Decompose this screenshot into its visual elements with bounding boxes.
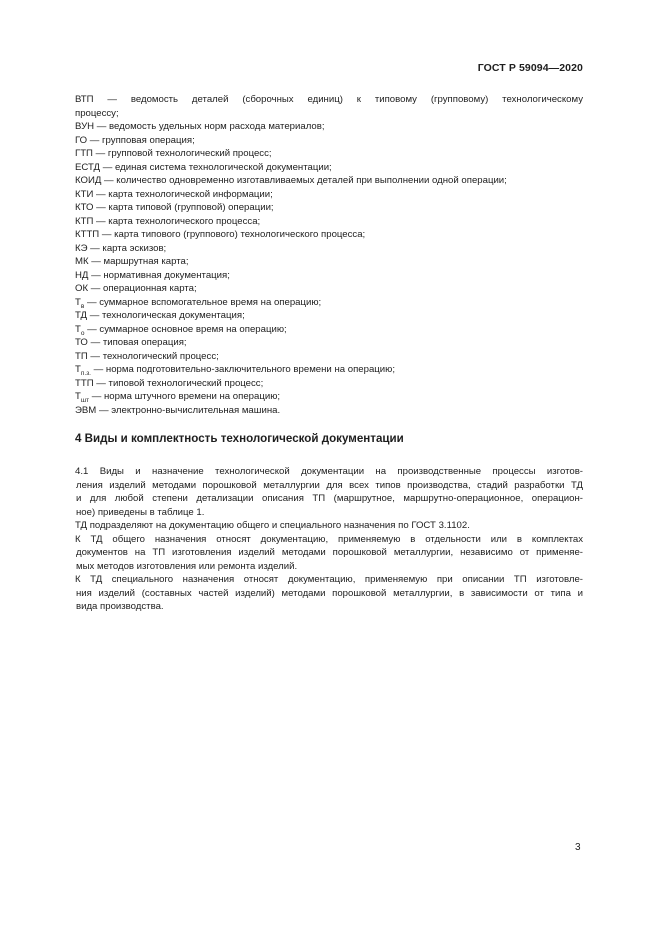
abbreviation-item bbox=[75, 215, 583, 229]
abbreviation-definition: — норма штучного времени на операцию; bbox=[89, 391, 281, 402]
abbreviation-term: ТТП bbox=[75, 377, 94, 389]
abbreviation-definition: — карта эскизов; bbox=[87, 242, 167, 254]
abbreviation-definition: — суммарное основное время на операцию; bbox=[84, 323, 287, 335]
abbreviation-item bbox=[75, 242, 583, 256]
abbreviation-definition: — типовой технологический процесс; bbox=[93, 377, 264, 389]
paragraph-line: ния изделий (составных частей изделий) методами порошковой металлургии, в зависимости от типа и bbox=[76, 587, 583, 599]
abbreviation-item bbox=[75, 363, 583, 377]
abbreviation-term: КТП bbox=[75, 215, 94, 227]
abbreviation-definition: — технологический процесс; bbox=[87, 350, 219, 362]
abbreviation-subscript: о bbox=[80, 329, 85, 337]
abbreviation-definition: — операционная карта; bbox=[88, 283, 197, 294]
abbreviation-definition: процессу; bbox=[75, 107, 119, 119]
paragraph-line: К ТД общего назначения относят документацию, применяемую в отдельности или в комплектах bbox=[75, 533, 583, 545]
abbreviation-definition: — электронно-вычислительная машина. bbox=[96, 404, 281, 416]
paragraph-line: 4.1 Виды и назначение технологической документации на производственные процессы изготов- bbox=[75, 466, 583, 477]
abbreviation-term: ТО bbox=[75, 337, 88, 348]
abbreviation-term: ОК bbox=[75, 283, 89, 294]
abbreviation-definition: — групповая операция; bbox=[87, 134, 195, 146]
paragraph-line: ления изделий методами порошковой металлургии для всех типов производства, стадий разработки ТД bbox=[76, 479, 583, 491]
abbreviation-definition: — типовая операция; bbox=[87, 337, 187, 348]
abbreviation-item bbox=[75, 404, 583, 418]
abbreviation-item bbox=[75, 107, 583, 121]
abbreviation-term: Т bbox=[75, 364, 81, 375]
paragraph-line: ное) приведены в таблице 1. bbox=[76, 506, 205, 518]
abbreviation-term: Т bbox=[75, 323, 81, 335]
paragraph-line: ТД подразделяют на документацию общего и специального назначения по ГОСТ 3.1102. bbox=[75, 520, 470, 531]
abbreviation-term: ВТП bbox=[75, 94, 94, 105]
abbreviation-term: ТП bbox=[75, 350, 88, 362]
abbreviation-item bbox=[75, 255, 583, 269]
abbreviation-item bbox=[75, 93, 583, 107]
abbreviation-definition: — групповой технологический процесс; bbox=[92, 148, 272, 159]
paragraph-td-types bbox=[75, 519, 583, 533]
paragraph-general-purpose bbox=[75, 533, 583, 574]
abbreviation-definition: — карта технологической информации; bbox=[93, 188, 273, 200]
abbreviation-item bbox=[75, 147, 583, 161]
page-number: 3 bbox=[575, 842, 581, 853]
abbreviation-item bbox=[75, 309, 583, 323]
paragraph-4-1 bbox=[75, 465, 583, 519]
abbreviation-item bbox=[75, 390, 583, 404]
abbreviation-subscript: в bbox=[80, 302, 85, 310]
abbreviation-item bbox=[75, 120, 583, 134]
abbreviation-item bbox=[75, 336, 583, 350]
abbreviation-definition: — ведомость деталей (сборочных единиц) к типовому (групповому) технологическому bbox=[93, 94, 583, 105]
abbreviation-definition: — карта типовой (групповой) операции; bbox=[93, 202, 274, 213]
abbreviation-definition: — единая система технологической документации; bbox=[100, 161, 332, 173]
abbreviation-item bbox=[75, 269, 583, 283]
abbreviation-term: КТО bbox=[75, 202, 94, 213]
abbreviation-item bbox=[75, 377, 583, 391]
abbreviation-definition: — карта технологического процесса; bbox=[93, 215, 261, 227]
abbreviation-definition: — маршрутная карта; bbox=[88, 256, 189, 267]
paragraph-special-purpose bbox=[75, 573, 583, 614]
abbreviation-item bbox=[75, 201, 583, 215]
abbreviation-item bbox=[75, 228, 583, 242]
abbreviation-term: Т bbox=[75, 296, 81, 308]
abbreviation-item bbox=[75, 350, 583, 364]
abbreviation-definition: — норма подготовительно-заключительного времени на операцию; bbox=[91, 364, 396, 375]
abbreviations-list bbox=[75, 93, 583, 417]
paragraph-line: вида производства. bbox=[76, 601, 164, 612]
paragraph-line: документов на ТП изготовления изделий методами порошковой металлургии, независимо от применяе- bbox=[76, 547, 583, 558]
abbreviation-term: КТТП bbox=[75, 229, 100, 240]
abbreviation-term: ТД bbox=[75, 310, 88, 321]
abbreviation-term: КТИ bbox=[75, 188, 94, 200]
abbreviation-definition: — суммарное вспомогательное время на операцию; bbox=[84, 296, 322, 308]
document-standard-header: ГОСТ Р 59094—2020 bbox=[477, 62, 583, 74]
abbreviation-item bbox=[75, 323, 583, 337]
abbreviation-definition: — нормативная документация; bbox=[88, 269, 230, 281]
abbreviation-item bbox=[75, 282, 583, 296]
abbreviation-term: МК bbox=[75, 256, 89, 267]
paragraph-line: и для любой степени детализации описания ТП (маршрутное, маршрутно-операционное, операцион- bbox=[76, 493, 583, 504]
abbreviation-subscript: шт bbox=[80, 397, 90, 404]
paragraph-line: мых методов изготовления или ремонта изделий. bbox=[76, 560, 298, 572]
abbreviation-item bbox=[75, 188, 583, 202]
abbreviation-term: ГО bbox=[75, 134, 88, 146]
abbreviation-term: ГТП bbox=[75, 148, 93, 159]
section-title: 4 Виды и комплектность технологической документации bbox=[75, 432, 404, 445]
abbreviation-item bbox=[75, 134, 583, 148]
abbreviation-item bbox=[75, 174, 583, 188]
abbreviation-term: Т bbox=[75, 391, 81, 402]
abbreviation-term: ВУН bbox=[75, 121, 95, 132]
abbreviation-definition: — технологическая документация; bbox=[87, 310, 245, 321]
paragraph-line: К ТД специального назначения относят документацию, применяемую при описании ТП изготовле- bbox=[75, 574, 583, 585]
section-body bbox=[75, 465, 583, 614]
abbreviation-subscript: п.з. bbox=[80, 370, 91, 377]
abbreviation-item bbox=[75, 296, 583, 310]
abbreviation-term: ЕСТД bbox=[75, 161, 101, 173]
abbreviation-term: КЭ bbox=[75, 242, 88, 254]
abbreviation-term: КОИД bbox=[75, 175, 102, 186]
abbreviation-definition: — ведомость удельных норм расхода материалов; bbox=[94, 121, 325, 132]
abbreviation-term: ЭВМ bbox=[75, 404, 97, 416]
abbreviation-term: НД bbox=[75, 269, 89, 281]
abbreviation-definition: — количество одновременно изготавливаемых деталей при выполнении одной операции; bbox=[101, 175, 507, 186]
abbreviation-item bbox=[75, 161, 583, 175]
abbreviation-definition: — карта типового (группового) технологического процесса; bbox=[99, 229, 366, 240]
